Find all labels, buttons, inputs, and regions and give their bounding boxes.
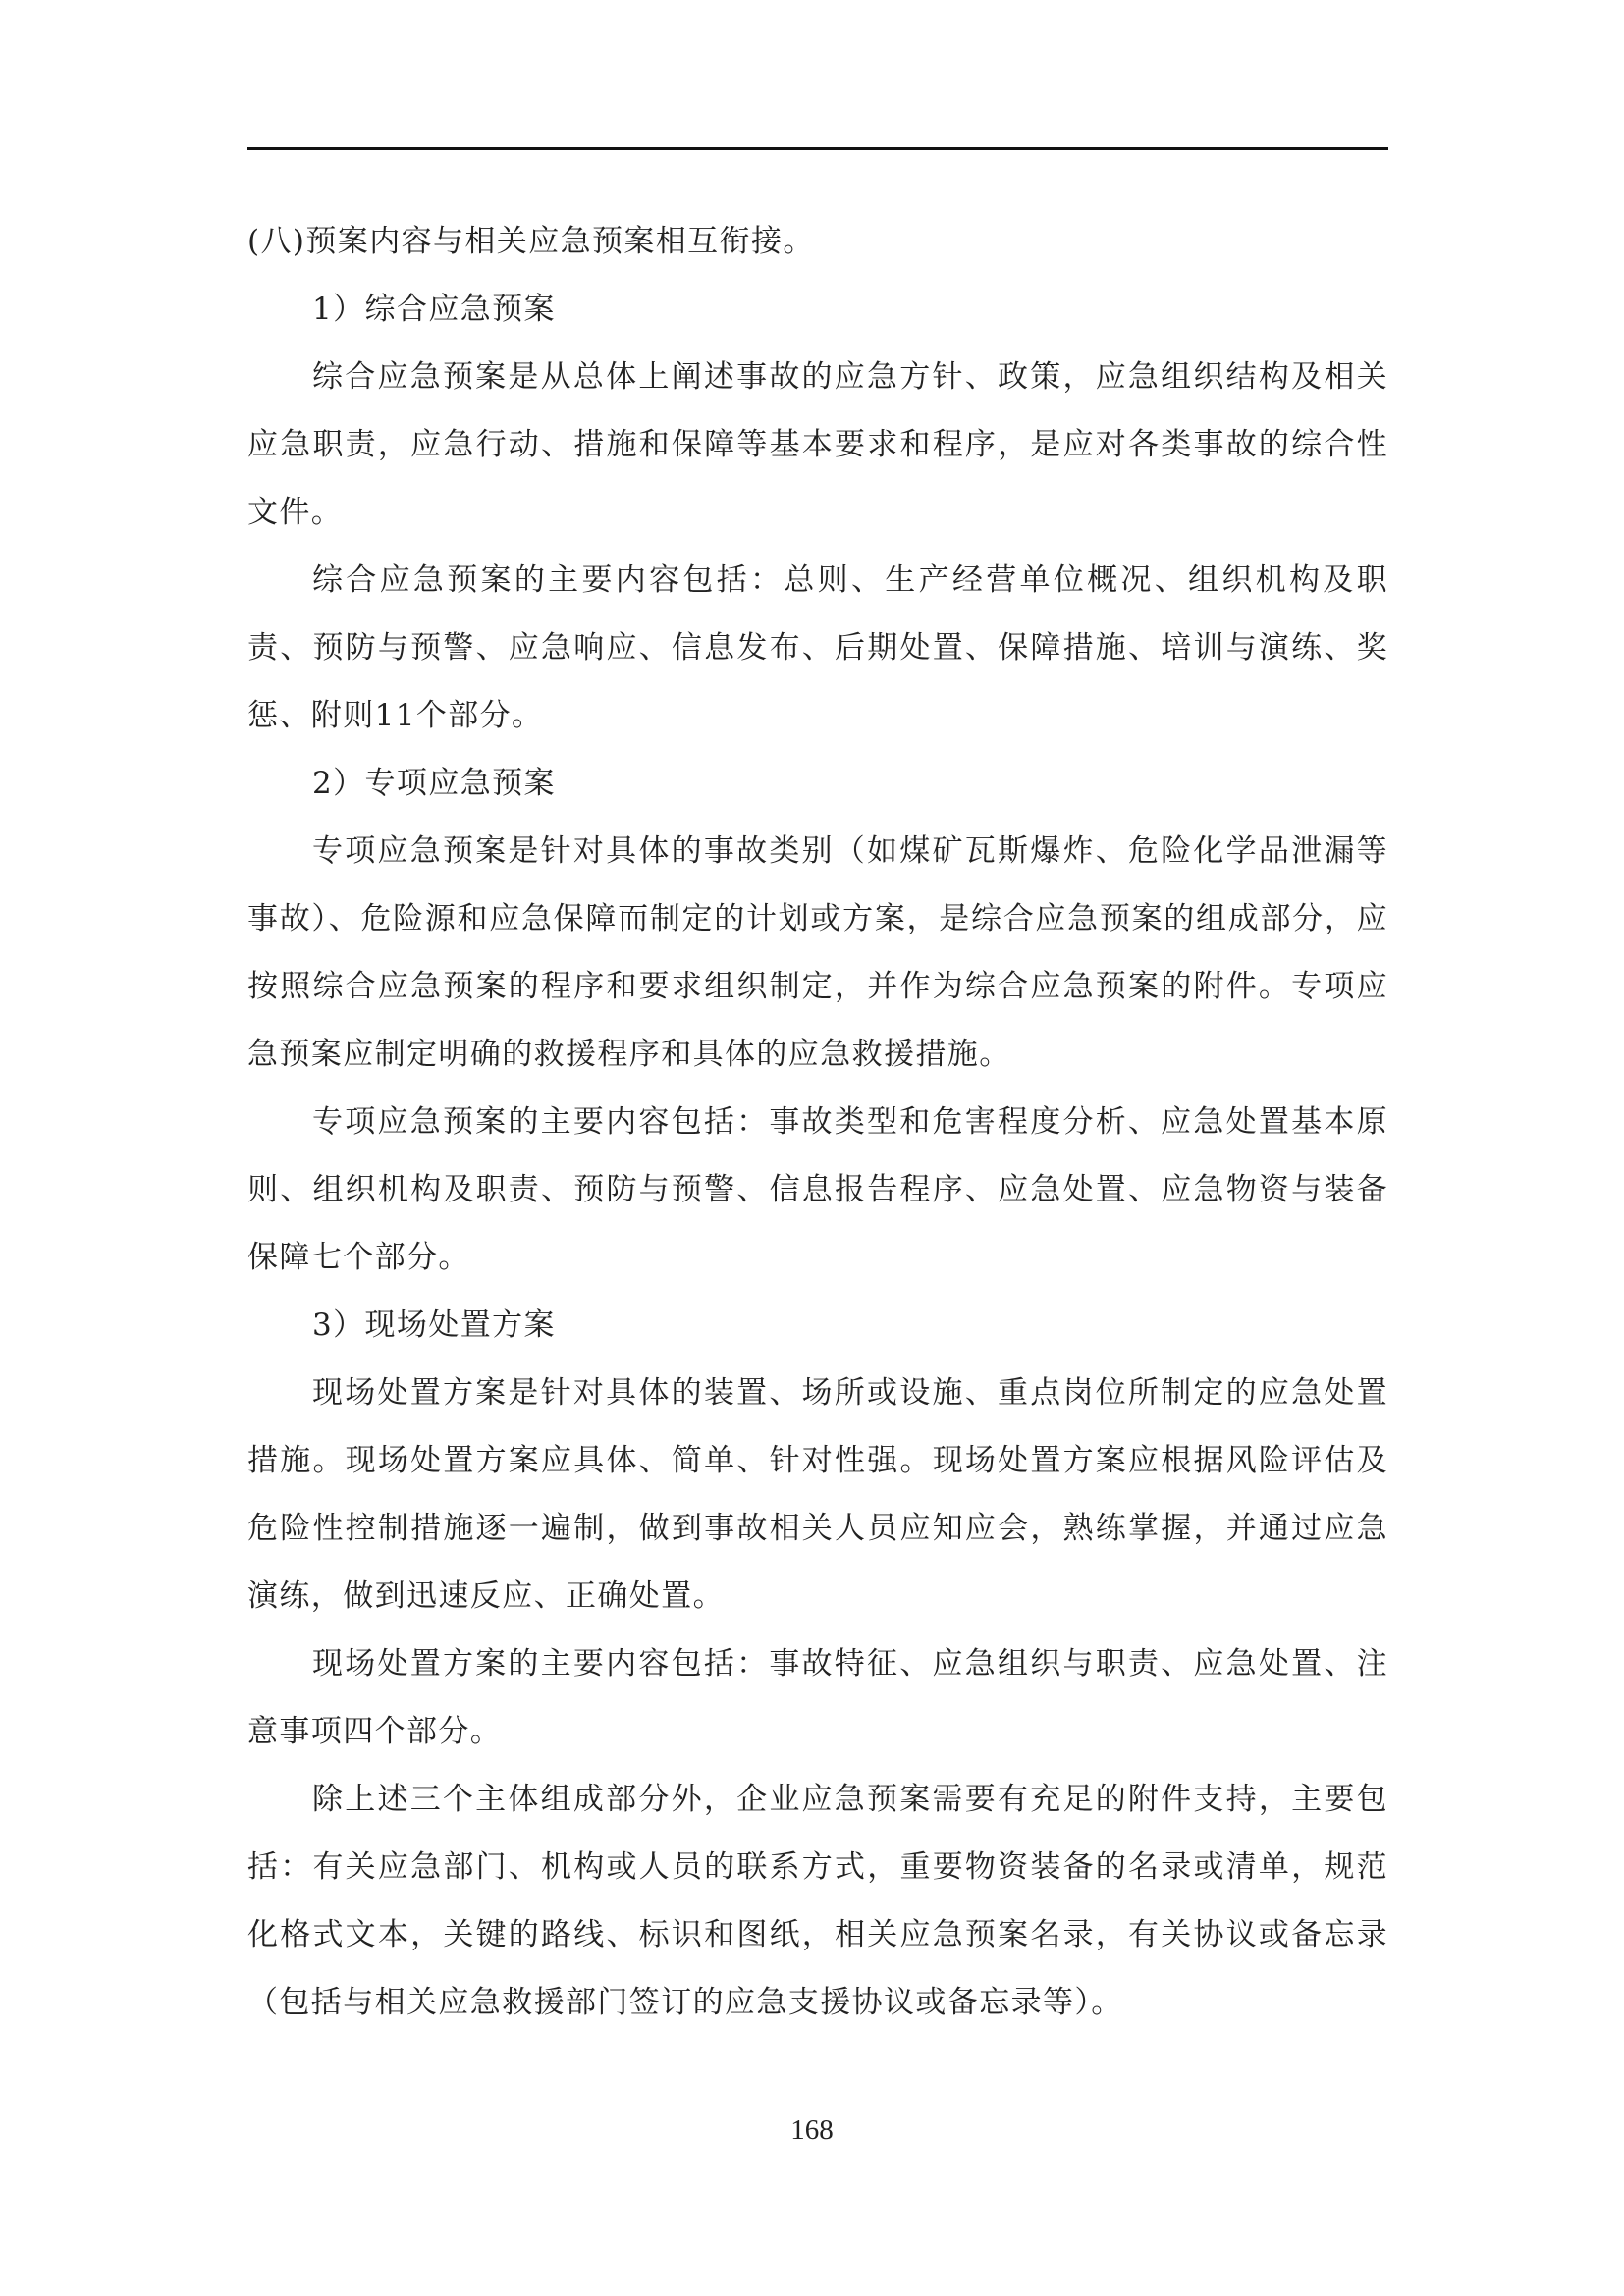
paragraph-comprehensive-contents: 综合应急预案的主要内容包括：总则、生产经营单位概况、组织机构及职责、预防与预警、应急响应、信息发布、后期处置、保障措施、培训与演练、奖惩、附则11个部分。 [247,562,1388,733]
paragraph-special-definition: 专项应急预案是针对具体的事故类别（如煤矿瓦斯爆炸、危险化学品泄漏等事故）、危险源和应急保障而制定的计划或方案，是综合应急预案的组成部分，应按照综合应急预案的程序和要求组织制定，并作为综合应急预案的附件。专项应急预案应制定明确的救援程序和具体的应急救援措施。 [247,833,1388,1072]
page-number: 168 [790,2114,834,2146]
section-heading: (八)预案内容与相关应急预案相互衔接。 [247,224,815,259]
subheading-comprehensive-plan: 1）综合应急预案 [312,292,556,327]
subheading-special-plan: 2）专项应急预案 [312,766,556,801]
paragraph-special-contents: 专项应急预案的主要内容包括：事故类型和危害程度分析、应急处置基本原则、组织机构及职责、预防与预警、信息报告程序、应急处置、应急物资与装备保障七个部分。 [247,1104,1388,1275]
subheading-onsite-plan: 3）现场处置方案 [312,1308,556,1343]
paragraph-onsite-contents: 现场处置方案的主要内容包括：事故特征、应急组织与职责、应急处置、注意事项四个部分。 [247,1646,1388,1749]
paragraph-attachments: 除上述三个主体组成部分外，企业应急预案需要有充足的附件支持，主要包括：有关应急部门、机构或人员的联系方式，重要物资装备的名录或清单，规范化格式文本，关键的路线、标识和图纸，相关应急预案名录，有关协议或备忘录（包括与相关应急救援部门签订的应急支援协议或备忘录等）。 [247,1782,1388,2020]
header-rule [247,147,1388,150]
paragraph-onsite-definition: 现场处置方案是针对具体的装置、场所或设施、重点岗位所制定的应急处置措施。现场处置方案应具体、简单、针对性强。现场处置方案应根据风险评估及危险性控制措施逐一遍制，做到事故相关人员应知应会，熟练掌握，并通过应急演练，做到迅速反应、正确处置。 [247,1375,1388,1614]
document-body [247,208,1388,2037]
paragraph-comprehensive-definition: 综合应急预案是从总体上阐述事故的应急方针、政策，应急组织结构及相关应急职责，应急行动、措施和保障等基本要求和程序，是应对各类事故的综合性文件。 [247,359,1388,530]
